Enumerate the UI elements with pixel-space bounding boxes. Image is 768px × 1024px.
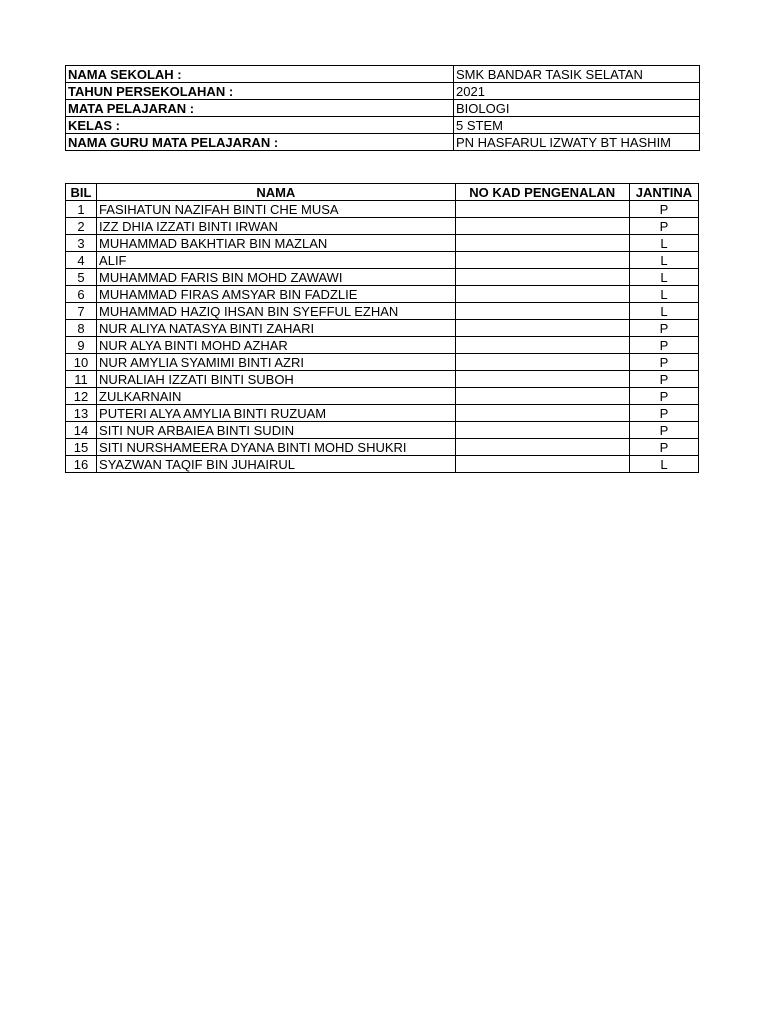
table-row: [66, 235, 699, 252]
cell-nama: MUHAMMAD BAKHTIAR BIN MAZLAN: [97, 235, 456, 252]
table-row: [66, 439, 699, 456]
cell-ic: [455, 201, 629, 218]
cell-nama: IZZ DHIA IZZATI BINTI IRWAN: [97, 218, 456, 235]
cell-bil: 15: [66, 439, 97, 456]
table-row: [66, 337, 699, 354]
table-row: [66, 201, 699, 218]
header-nama: NAMA: [97, 184, 456, 201]
cell-jantina: P: [629, 218, 698, 235]
cell-bil: 5: [66, 269, 97, 286]
cell-ic: [455, 439, 629, 456]
table-row: [66, 456, 699, 473]
cell-bil: 8: [66, 320, 97, 337]
table-row: [66, 269, 699, 286]
cell-jantina: L: [629, 252, 698, 269]
cell-nama: FASIHATUN NAZIFAH BINTI CHE MUSA: [97, 201, 456, 218]
cell-nama: NUR AMYLIA SYAMIMI BINTI AZRI: [97, 354, 456, 371]
cell-jantina: P: [629, 201, 698, 218]
cell-ic: [455, 252, 629, 269]
cell-bil: 9: [66, 337, 97, 354]
cell-jantina: P: [629, 422, 698, 439]
student-header-row: [66, 184, 699, 201]
cell-ic: [455, 405, 629, 422]
cell-ic: [455, 269, 629, 286]
cell-ic: [455, 371, 629, 388]
cell-nama: MUHAMMAD FIRAS AMSYAR BIN FADZLIE: [97, 286, 456, 303]
cell-ic: [455, 337, 629, 354]
info-label: KELAS :: [66, 117, 454, 134]
info-value: SMK BANDAR TASIK SELATAN: [454, 66, 700, 83]
cell-nama: MUHAMMAD FARIS BIN MOHD ZAWAWI: [97, 269, 456, 286]
table-row: [66, 252, 699, 269]
cell-nama: SYAZWAN TAQIF BIN JUHAIRUL: [97, 456, 456, 473]
table-row: [66, 303, 699, 320]
student-list-table: [65, 183, 699, 473]
cell-ic: [455, 218, 629, 235]
cell-nama: NURALIAH IZZATI BINTI SUBOH: [97, 371, 456, 388]
cell-jantina: P: [629, 388, 698, 405]
cell-bil: 1: [66, 201, 97, 218]
cell-jantina: L: [629, 269, 698, 286]
school-info-body: [66, 66, 700, 151]
info-row: [66, 83, 700, 100]
cell-ic: [455, 303, 629, 320]
cell-jantina: P: [629, 439, 698, 456]
info-value: BIOLOGI: [454, 100, 700, 117]
cell-nama: MUHAMMAD HAZIQ IHSAN BIN SYEFFUL EZHAN: [97, 303, 456, 320]
cell-jantina: L: [629, 456, 698, 473]
info-label: NAMA SEKOLAH :: [66, 66, 454, 83]
info-value: 2021: [454, 83, 700, 100]
cell-bil: 12: [66, 388, 97, 405]
info-label: TAHUN PERSEKOLAHAN :: [66, 83, 454, 100]
cell-bil: 6: [66, 286, 97, 303]
cell-bil: 2: [66, 218, 97, 235]
cell-bil: 13: [66, 405, 97, 422]
cell-nama: SITI NURSHAMEERA DYANA BINTI MOHD SHUKRI: [97, 439, 456, 456]
cell-jantina: P: [629, 371, 698, 388]
header-jantina: JANTINA: [629, 184, 698, 201]
cell-bil: 16: [66, 456, 97, 473]
cell-nama: ALIF: [97, 252, 456, 269]
student-table-body: [66, 201, 699, 473]
table-row: [66, 405, 699, 422]
table-row: [66, 354, 699, 371]
cell-nama: NUR ALYA BINTI MOHD AZHAR: [97, 337, 456, 354]
table-row: [66, 422, 699, 439]
info-row: [66, 134, 700, 151]
table-row: [66, 218, 699, 235]
cell-nama: SITI NUR ARBAIEA BINTI SUDIN: [97, 422, 456, 439]
info-label: MATA PELAJARAN :: [66, 100, 454, 117]
table-row: [66, 286, 699, 303]
cell-jantina: P: [629, 354, 698, 371]
info-row: [66, 100, 700, 117]
info-row: [66, 117, 700, 134]
cell-ic: [455, 354, 629, 371]
cell-ic: [455, 286, 629, 303]
cell-jantina: P: [629, 405, 698, 422]
cell-bil: 4: [66, 252, 97, 269]
cell-bil: 11: [66, 371, 97, 388]
header-ic: NO KAD PENGENALAN: [455, 184, 629, 201]
cell-jantina: P: [629, 337, 698, 354]
cell-ic: [455, 388, 629, 405]
cell-nama: ZULKARNAIN: [97, 388, 456, 405]
cell-nama: NUR ALIYA NATASYA BINTI ZAHARI: [97, 320, 456, 337]
cell-bil: 10: [66, 354, 97, 371]
cell-ic: [455, 422, 629, 439]
school-info-table: [65, 65, 700, 151]
cell-jantina: L: [629, 235, 698, 252]
cell-ic: [455, 456, 629, 473]
table-row: [66, 371, 699, 388]
cell-nama: PUTERI ALYA AMYLIA BINTI RUZUAM: [97, 405, 456, 422]
student-table-header: [66, 184, 699, 201]
cell-bil: 3: [66, 235, 97, 252]
info-row: [66, 66, 700, 83]
info-value: PN HASFARUL IZWATY BT HASHIM: [454, 134, 700, 151]
cell-bil: 7: [66, 303, 97, 320]
cell-jantina: P: [629, 320, 698, 337]
cell-ic: [455, 320, 629, 337]
cell-jantina: L: [629, 286, 698, 303]
table-row: [66, 320, 699, 337]
header-bil: BIL: [66, 184, 97, 201]
cell-ic: [455, 235, 629, 252]
info-value: 5 STEM: [454, 117, 700, 134]
cell-jantina: L: [629, 303, 698, 320]
table-row: [66, 388, 699, 405]
info-label: NAMA GURU MATA PELAJARAN :: [66, 134, 454, 151]
cell-bil: 14: [66, 422, 97, 439]
